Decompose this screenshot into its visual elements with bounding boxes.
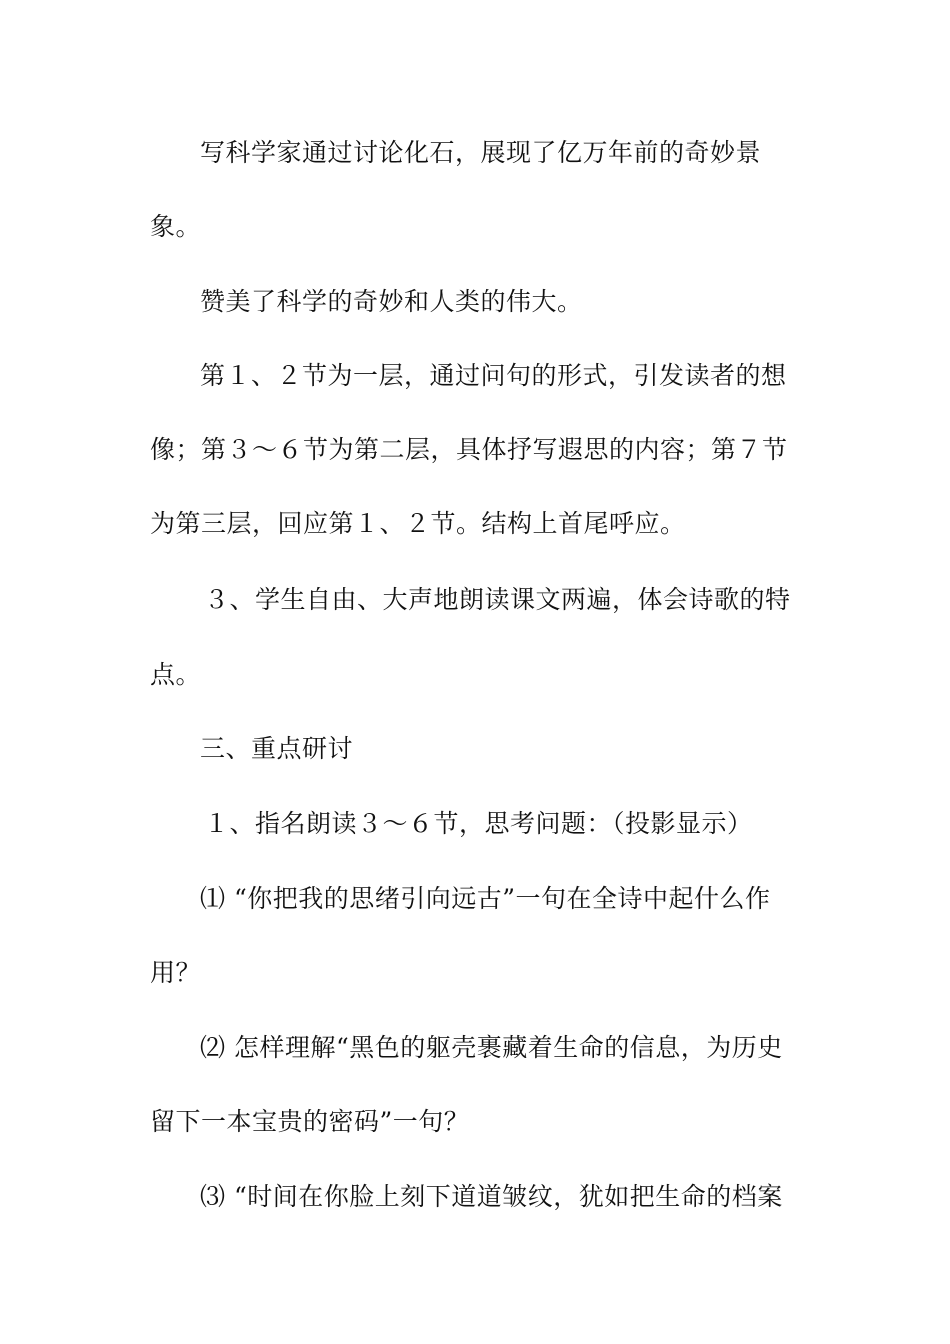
question-line: ⑶ “时间在你脸上刻下道道皱纹，犹如把生命的档案 bbox=[200, 1182, 783, 1211]
paragraph-line: 为第三层，回应第１、２节。结构上首尾呼应。 bbox=[150, 509, 686, 538]
paragraph-line: 第１、２节为一层，通过问句的形式，引发读者的想 bbox=[200, 361, 787, 390]
paragraph-line: 赞美了科学的奇妙和人类的伟大。 bbox=[200, 287, 583, 316]
paragraph-line: ３、学生自由、大声地朗读课文两遍，体会诗歌的特 bbox=[204, 585, 791, 614]
section-heading: 三、重点研讨 bbox=[200, 734, 354, 763]
question-line: 留下一本宝贵的密码”一句？ bbox=[150, 1107, 470, 1136]
paragraph-line: 写科学家通过讨论化石，展现了亿万年前的奇妙景 bbox=[200, 138, 762, 167]
question-line: 用？ bbox=[150, 958, 202, 987]
paragraph-line: 点。 bbox=[150, 660, 202, 689]
question-line: ⑴ “你把我的思绪引向远古”一句在全诗中起什么作 bbox=[200, 884, 771, 913]
question-line: ⑵ 怎样理解“黑色的躯壳裹藏着生命的信息，为历史 bbox=[200, 1033, 783, 1062]
paragraph-line: 象。 bbox=[150, 212, 202, 241]
paragraph-line: １、指名朗读３～６节，思考问题：（投影显示） bbox=[204, 809, 753, 838]
paragraph-line: 像；第３～６节为第二层，具体抒写遐思的内容；第７节 bbox=[150, 435, 788, 464]
